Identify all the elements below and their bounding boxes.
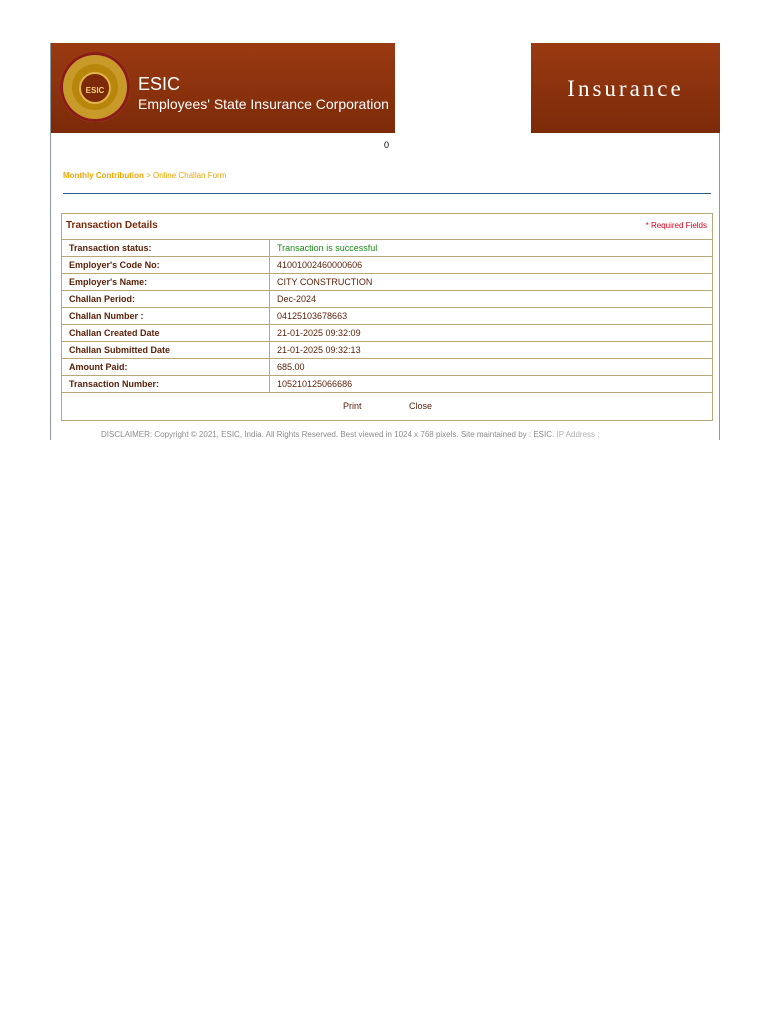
insurance-banner (531, 43, 720, 133)
footer-disclaimer (101, 430, 599, 439)
row-value: 41001002460000606 (270, 257, 713, 274)
table-row (62, 308, 712, 325)
table-row (62, 257, 712, 274)
row-label: Employer's Code No: (62, 257, 270, 274)
insurance-text: Insurance (567, 76, 684, 101)
divider (63, 193, 711, 194)
table-row (62, 325, 712, 342)
row-value: 105210125066686 (270, 376, 713, 393)
ip-address-label: IP Address : (556, 430, 600, 439)
disclaimer-text: DISCLAIMER: Copyright © 2021, ESIC, India. All Rights Reserved. Best viewed in 1024 x 768 pixels. Site maintained by : ESIC. (101, 430, 555, 439)
org-full-name: Employees' State Insurance Corporation (138, 96, 389, 112)
required-fields-note: * Required Fields (645, 221, 707, 230)
table-row (62, 376, 712, 393)
transaction-panel (61, 213, 713, 421)
logo-text: ESIC (85, 86, 105, 95)
breadcrumb-section[interactable]: Monthly Contribution (63, 171, 144, 180)
panel-title: Transaction Details (66, 220, 158, 231)
header-banner (51, 43, 395, 133)
row-label: Transaction Number: (62, 376, 270, 393)
table-row (62, 359, 712, 376)
breadcrumb-page: Online Challan Form (153, 171, 227, 180)
panel-header (62, 214, 712, 240)
action-bar (62, 392, 712, 420)
table-row (62, 274, 712, 291)
print-button[interactable]: Print (343, 401, 362, 411)
row-label: Challan Period: (62, 291, 270, 308)
row-value: Dec-2024 (270, 291, 713, 308)
close-button[interactable]: Close (409, 401, 433, 411)
breadcrumb (63, 171, 226, 180)
table-row (62, 291, 712, 308)
row-value: 21-01-2025 09:32:09 (270, 325, 713, 342)
org-short-name: ESIC (138, 74, 181, 94)
details-table (62, 240, 712, 392)
row-value: 685.00 (270, 359, 713, 376)
row-label: Employer's Name: (62, 274, 270, 291)
row-value: Transaction is successful (277, 243, 378, 253)
row-label: Challan Submitted Date (62, 342, 270, 359)
row-label: Challan Created Date (62, 325, 270, 342)
row-value: 04125103678663 (270, 308, 713, 325)
logo-emblem-icon (79, 72, 111, 104)
row-label: Challan Number : (62, 308, 270, 325)
row-label: Transaction status: (62, 240, 270, 257)
table-row (62, 240, 712, 257)
counter-text: 0 (384, 140, 390, 150)
esic-logo (60, 52, 130, 122)
row-value: CITY CONSTRUCTION (270, 274, 713, 291)
row-value: 21-01-2025 09:32:13 (270, 342, 713, 359)
breadcrumb-separator: > (146, 171, 151, 180)
table-row (62, 342, 712, 359)
page-container (50, 43, 720, 440)
row-label: Amount Paid: (62, 359, 270, 376)
